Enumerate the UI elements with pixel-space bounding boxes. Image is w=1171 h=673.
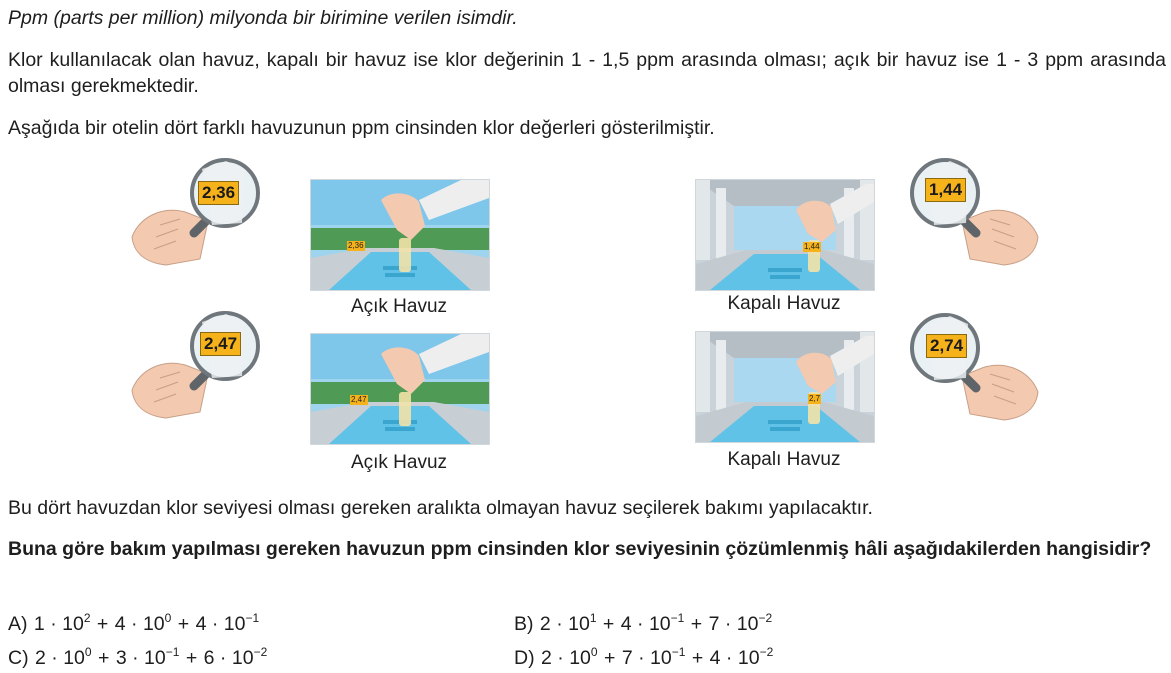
term-dot: ·	[551, 647, 570, 669]
intro-text: Aşağıda bir otelin dört farklı havuzunun ppm cinsinden klor değerleri gösterilmiştir.	[8, 117, 715, 139]
term-exponent: 1	[589, 611, 597, 625]
scene-reading: 1,44	[804, 242, 820, 251]
term-base: 10	[144, 647, 166, 669]
magnifier-icon	[130, 308, 260, 428]
plus-sign: +	[92, 647, 115, 669]
statement-text: Bu dört havuzdan klor seviyesi olması gereken aralıkta olmayan havuz seçilerek bakımı yapılacaktır.	[8, 497, 873, 519]
term-coefficient: 7	[708, 613, 720, 635]
hand-icon	[130, 155, 260, 275]
plus-sign: +	[91, 613, 114, 635]
plus-sign: +	[686, 647, 709, 669]
term-exponent: 0	[164, 611, 172, 625]
term-base: 10	[63, 647, 85, 669]
term-exponent: 0	[590, 645, 598, 659]
magnifier-reading: 2,36	[198, 181, 239, 205]
option-term	[710, 647, 774, 669]
option-b[interactable]	[514, 611, 773, 637]
pool-image	[310, 333, 490, 445]
term-base: 10	[62, 613, 84, 635]
term-dot: ·	[631, 613, 649, 635]
definition-text: Ppm (parts per million) milyonda bir birimine verilen isimdir.	[8, 7, 518, 29]
term-dot: ·	[632, 647, 651, 669]
scene-reading: 2,36	[348, 241, 364, 250]
term-coefficient: 4	[195, 613, 207, 635]
term-exponent: 0	[84, 645, 92, 659]
rule-text: Klor kullanılacak olan havuz, kapalı bir havuz ise klor değerinin 1 - 1,5 ppm arasında olması; açık bir havuz ise 1 - 3 ppm arasında olması gerekmektedir.	[8, 49, 1166, 97]
option-term	[34, 613, 91, 635]
term-dot: ·	[719, 613, 737, 635]
term-base: 10	[142, 613, 165, 635]
option-term	[621, 613, 685, 635]
pool-image	[310, 179, 490, 291]
option-term	[116, 647, 180, 669]
magnifier-icon	[130, 155, 260, 275]
option-letter: D)	[514, 647, 540, 669]
term-base: 10	[223, 613, 246, 635]
option-letter: B)	[514, 613, 539, 635]
hand-icon	[910, 310, 1040, 430]
term-dot: ·	[550, 613, 569, 635]
term-coefficient: 6	[203, 647, 215, 669]
option-term	[709, 613, 773, 635]
term-base: 10	[737, 647, 760, 669]
plus-sign: +	[597, 613, 620, 635]
hand-icon	[910, 155, 1040, 275]
magnifier-icon	[910, 310, 1040, 430]
term-coefficient: 2	[539, 613, 551, 635]
term-exponent: 2	[83, 611, 91, 625]
magnifier-icon	[910, 155, 1040, 275]
magnifier-reading: 2,47	[200, 332, 241, 356]
term-exponent: −1	[670, 611, 685, 625]
option-term	[622, 647, 686, 669]
pool-image	[695, 331, 875, 443]
term-exponent: −1	[671, 645, 686, 659]
option-term	[204, 647, 268, 669]
term-dot: ·	[214, 647, 232, 669]
term-coefficient: 4	[709, 647, 721, 669]
term-exponent: −2	[253, 645, 268, 659]
pool-caption: Kapalı Havuz	[727, 449, 841, 470]
term-exponent: −2	[758, 611, 773, 625]
term-dot: ·	[45, 647, 64, 669]
magnifier-reading: 2,74	[926, 334, 967, 358]
term-coefficient: 3	[115, 647, 127, 669]
term-coefficient: 2	[541, 647, 552, 669]
term-base: 10	[568, 613, 590, 635]
option-d[interactable]	[514, 645, 774, 671]
option-term	[35, 647, 92, 669]
hand-icon	[130, 308, 260, 428]
option-term	[115, 613, 172, 635]
term-dot: ·	[44, 613, 63, 635]
term-dot: ·	[125, 613, 143, 635]
plus-sign: +	[172, 613, 195, 635]
option-term	[196, 613, 260, 635]
term-exponent: −1	[165, 645, 180, 659]
pool-caption: Açık Havuz	[350, 296, 448, 317]
option-term	[541, 647, 598, 669]
term-coefficient: 4	[620, 613, 632, 635]
plus-sign: +	[180, 647, 203, 669]
term-exponent: −2	[759, 645, 774, 659]
term-dot: ·	[720, 647, 738, 669]
option-letter: A)	[8, 613, 33, 635]
plus-sign: +	[598, 647, 621, 669]
scene-reading: 2,7	[809, 394, 821, 403]
pool-image	[695, 179, 875, 291]
term-coefficient: 7	[621, 647, 633, 669]
option-letter: C)	[8, 647, 34, 669]
question-text: Buna göre bakım yapılması gereken havuzun ppm cinsinden klor seviyesinin çözümlenmiş hâli aşağıdakilerden hangisidir?	[8, 538, 1152, 560]
term-base: 10	[648, 613, 671, 635]
term-dot: ·	[126, 647, 145, 669]
term-dot: ·	[206, 613, 224, 635]
term-base: 10	[569, 647, 591, 669]
option-a[interactable]	[8, 611, 260, 637]
option-c[interactable]	[8, 645, 268, 671]
option-term	[540, 613, 597, 635]
term-coefficient: 1	[33, 613, 45, 635]
pool-caption: Açık Havuz	[350, 452, 448, 473]
term-base: 10	[650, 647, 672, 669]
term-coefficient: 4	[114, 613, 126, 635]
pool-caption: Kapalı Havuz	[727, 293, 841, 314]
plus-sign: +	[685, 613, 708, 635]
term-coefficient: 2	[35, 647, 46, 669]
term-base: 10	[231, 647, 254, 669]
term-base: 10	[736, 613, 759, 635]
scene-reading: 2,47	[351, 395, 367, 404]
term-exponent: −1	[245, 611, 260, 625]
magnifier-reading: 1,44	[925, 178, 966, 202]
